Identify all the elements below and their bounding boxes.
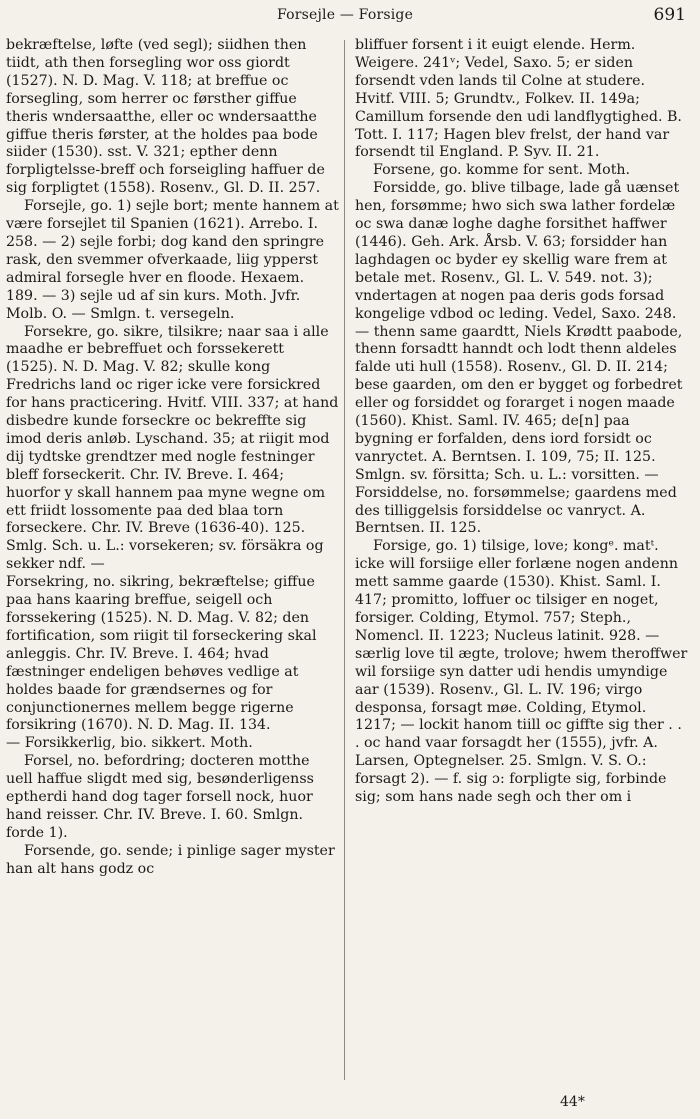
page-header: [0, 0, 700, 34]
right-column-text: bliffuer forsent i it euigt elende. Herm. Weigere. 241ᵛ; Vedel, Saxo. 5; er siden forsendt vden lands til Colne at studere. Hvitf. VIII. 5; Grundtv., Folkev. II. 149a; Camillum forsende den udi landflygtighed. B. Tott. I. 117; Hagen blev frelst, der hand var forsendt til England. P. Syv. II. 21. Forsene, go. komme for sent. Moth. Forsidde, go. blive tilbage, lade gå uænset hen, forsømme; hwo sich swa lather fordelæ oc swa danæ loghe daghe forsithet haffwer (1446). Geh. Ark. Årsb. V. 63; forsidder han laghdagen oc byder ey skellig ware frem at betale met. Rosenv., Gl. L. V. 549. not. 3); vndertagen at nogen paa deris gods forsad kongelige vdbod oc leding. Vedel, Saxo. 248. — thenn same gaardtt, Niels Krødtt paabode, thenn forsadtt hanndt och lodt thenn aldeles falde uti hull (1558). Rosenv., Gl. D. II. 214; bese gaarden, om den er bygget og forbedret eller og forsiddet og forarget i nogen maade (1560). Khist. Saml. IV. 465; de[n] paa bygning er forfalden, dens iord forsidt oc vanryctet. A. Berntsen. I. 109, 75; II. 125. Smlgn. sv. försitta; Sch. u. L.: vorsitten. — Forsiddelse, no. forsømmelse; gaardens med des tilliggelsis forsiddelse oc vanryct. A. Berntsen. II. 125. Forsige, go. 1) tilsige, love; kongᵉ. matᵗ. icke will forsiige eller forlæne nogen andenn mett samme gaarde (1530). Khist. Saml. I. 417; promitto, loffuer oc tilsiger en noget, forsiger. Colding, Etymol. 757; Steph., Nomencl. II. 1223; Nucleus latinit. 928. — særlig love til ægte, trolove; hwem theroffwer wil forsiige syn datter udi hendis umyndige aar (1539). Rosenv., Gl. L. IV. 196; virgo desponsa, forsagt møe. Colding, Etymol. 1217; — lockit hanom tiill oc giffte sig ther . . . oc hand vaar forsagdt her (1555), jvfr. A. Larsen, Optegnelser. 25. Smlgn. V. S. O.: forsagt 2). — f. sig ɔ: forpligte sig, forbinde sig; som hans nade segh och ther om i: [355, 37, 688, 806]
left-column-text: bekræftelse, løfte (ved segl); siidhen then tiidt, ath then forsegling wor oss giordt (1527). N. D. Mag. V. 118; at breffue oc forsegling, som herrer oc førsther giffue theris wndersaatthe, eller oc wndersaatthe giffue theris førster, at the holdes paa bode siider (1530). sst. V. 321; epther denn forpligtelsse-breff och forseigling haffuer de sig forpligtet (1558). Rosenv., Gl. D. II. 257. Forsejle, go. 1) sejle bort; mente hannem at være forsejlet til Spanien (1621). Arrebo. I. 258. — 2) sejle forbi; dog kand den springre rask, den svemmer ofverkaade, liig ypperst admiral forsegle hver en floode. Hexaem. 189. — 3) sejle ud af sin kurs. Moth. Jvfr. Molb. O. — Smlgn. t. versegeln. Forsekre, go. sikre, tilsikre; naar saa i alle maadhe er bebreffuet och forssekerett (1525). N. D. Mag. V. 82; skulle kong Fredrichs land oc riger icke vere forsickred for hans practicering. Hvitf. VIII. 337; at hand disbedre kunde forseckre oc bekreffte sig imod deris anløb. Lyschand. 35; at riigit mod dij tydtske grendtzer med nogle festninger bleff forseckerit. Chr. IV. Breve. I. 464; huorfor y skall hannem paa myne wegne om ett friidt lossomente paa ded blaa torn forseckere. Chr. IV. Breve (1636-40). 125. Smlg. Sch. u. L.: vorsekeren; sv. försäkra og sekker ndf. — Forsekring, no. sikring, bekræftelse; giffue paa hans kaaring breffue, seigell och forssekering (1525). N. D. Mag. V. 82; den fortification, som riigit til forseckering skal anleggis. Chr. IV. Breve. I. 464; hvad fæstninger endeligen behøves vedlige at holdes baade for grændsernes og for conjunctionernes mellem begge rigerne forsikring (1670). N. D. Mag. II. 134. — Forsikkerlig, bio. sikkert. Moth. Forsel, no. befordring; docteren motthe uell haffue sligdt med sig, besønderligenss eptherdi hand dog tager forsell nock, huor hand reisser. Chr. IV. Breve. I. 60. Smlgn. forde 1). Forsende, go. sende; i pinlige sager myster han alt hans godz oc: [6, 37, 339, 877]
running-head: Forsejle — Forsige: [276, 7, 414, 23]
right-column: [355, 37, 689, 1082]
page-number: 691: [653, 5, 686, 25]
left-column: [6, 37, 339, 1082]
signature-mark: 44*: [560, 1094, 585, 1110]
column-divider: [344, 40, 345, 1080]
